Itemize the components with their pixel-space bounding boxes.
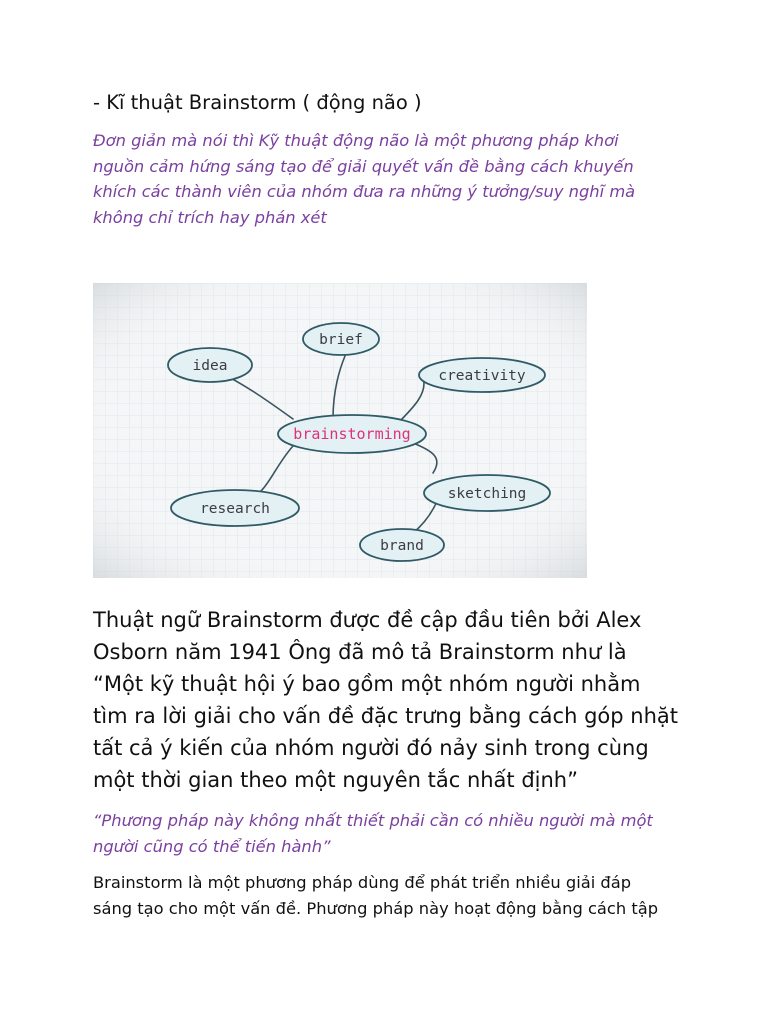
mindmap-node-creativity bbox=[419, 358, 545, 392]
mindmap-node-center bbox=[278, 415, 426, 453]
section-heading: - Kĩ thuật Brainstorm ( động não ) bbox=[93, 91, 422, 114]
node-label-creativity: creativity bbox=[438, 368, 526, 384]
mindmap-node-idea bbox=[168, 348, 252, 382]
italic-note: “Phương pháp này không nhất thiết phải cần có nhiều người mà một người cũng có thể tiến hành” bbox=[93, 811, 653, 856]
node-label-brief: brief bbox=[319, 332, 363, 348]
mindmap-node-research bbox=[171, 490, 299, 526]
mindmap-node-brief bbox=[303, 323, 379, 355]
brainstorm-mindmap-image bbox=[93, 283, 587, 578]
intro-paragraph: Đơn giản mà nói thì Kỹ thuật động não là một phương pháp khơi nguồn cảm hứng sáng tạo để giải quyết vấn đề bằng cách khuyến khích các thành viên của nhóm đưa ra những ý tưởng/suy nghĩ mà không chỉ trích hay phán xét bbox=[93, 131, 636, 227]
node-label-brand: brand bbox=[380, 538, 424, 554]
osborn-quote-paragraph: Thuật ngữ Brainstorm được đề cập đầu tiên bởi Alex Osborn năm 1941 Ông đã mô tả Brainstorm như là “Một kỹ thuật hội ý bao gồm một nhóm người nhằm tìm ra lời giải cho vấn đề đặc trưng bằng cách góp nhặt tất cả ý kiến của nhóm người đó nảy sinh trong cùng một thời gian theo một nguyên tắc nhất định” bbox=[93, 608, 678, 792]
node-label-sketching: sketching bbox=[447, 486, 527, 502]
node-label-center: brainstorming bbox=[293, 425, 411, 443]
node-label-research: research bbox=[200, 501, 270, 517]
body-paragraph: Brainstorm là một phương pháp dùng để phát triển nhiều giải đáp sáng tạo cho một vấn đề. Phương pháp này hoạt động bằng cách tập bbox=[93, 873, 659, 918]
mindmap-node-sketching bbox=[424, 475, 550, 511]
mindmap-node-brand bbox=[360, 529, 444, 561]
node-label-idea: idea bbox=[192, 358, 228, 374]
